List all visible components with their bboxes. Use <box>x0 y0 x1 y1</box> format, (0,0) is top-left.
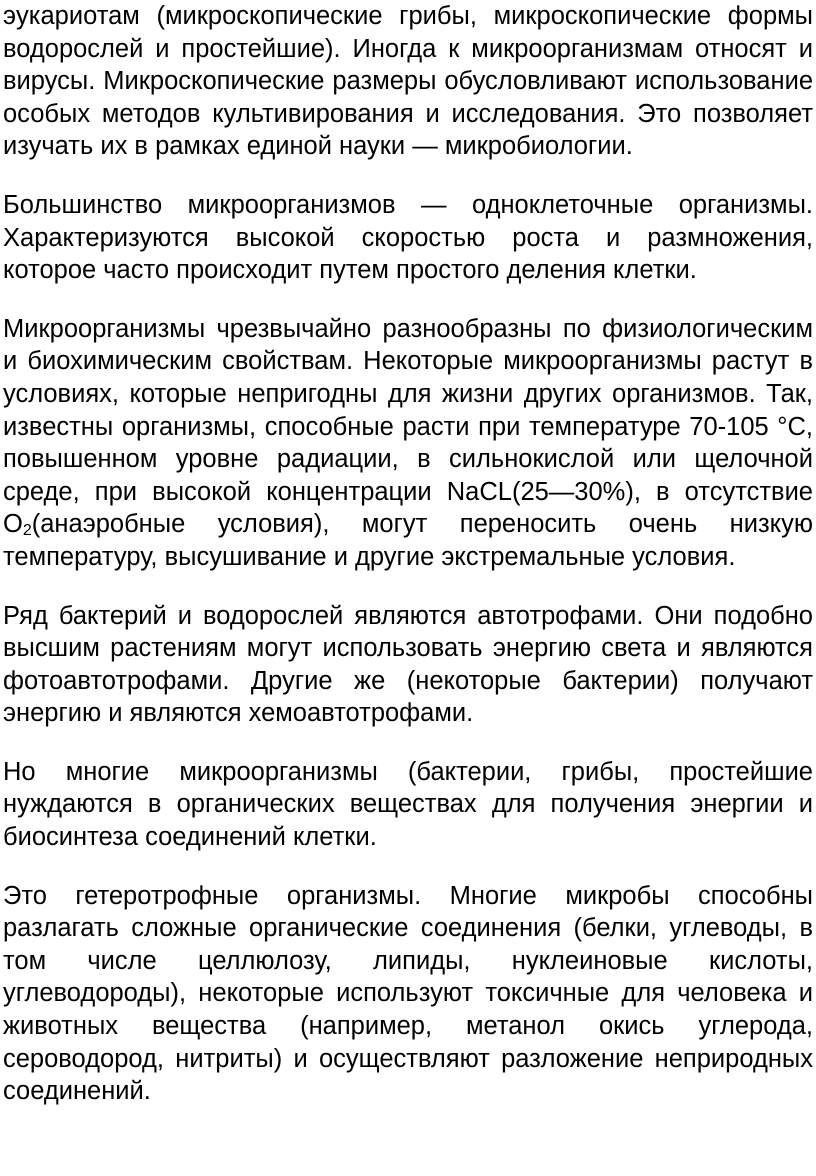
paragraph-heterotrophs: Это гетеротрофные организмы. Многие микробы способны разлагать сложные органические соединения (белки, углеводы, в том числе целлюлозу, липиды, нуклеиновые кислоты, углеводороды), некоторые используют токсичные для человека и животных вещества (например, метанол окись углерода, сероводород, нитриты) и осуществляют разложение неприродных соединений. <box>3 881 813 1106</box>
paragraph-physiology-text-after: (анаэробные условия), могут переносить очень низкую температуру, высушивание и другие экстремальные условия. <box>3 510 813 571</box>
paragraph-unicellular: Большинство микроорганизмов — одноклеточные организмы. Характеризуются высокой скоростью роста и размножения, которое часто происходит путем простого деления клетки. <box>3 190 813 285</box>
oxygen-subscript: 2 <box>22 522 32 540</box>
paragraph-eukaryotes: эукариотам (микроскопические грибы, микроскопические формы водорослей и простейшие). Иногда к микроорганизмам относят и вирусы. Микроскопические размеры обусловливают использование особых методов культивирования и исследования. Это позволяет изучать их в рамках единой науки — микробиологии. <box>3 2 813 161</box>
paragraph-physiology-text-before: Микроорганизмы чрезвычайно разнообразны по физиологическим и биохимическим свойствам. Некоторые микроорганизмы растут в условиях, которые непригодны для жизни других организмов. Так, известны организмы, способные расти при температуре 70-105 °С, повышенном уровне радиации, в сильнокислой или щелочной среде, при высокой концентрации NaCL(25—30%), в отсутствие O <box>3 314 813 539</box>
paragraph-autotrophs: Ряд бактерий и водорослей являются автотрофами. Они подобно высшим растениям могут использовать энергию света и являются фотоавтотрофами. Другие же (некоторые бактерии) получают энергию и являются хемоавтотрофами. <box>3 601 813 728</box>
document-page <box>3 0 813 1134</box>
paragraph-organic-needs: Но многие микроорганизмы (бактерии, грибы, простейшие нуждаются в органических веществах для получения энергии и биосинтеза соединений клетки. <box>3 757 813 852</box>
paragraph-physiology <box>3 313 813 574</box>
